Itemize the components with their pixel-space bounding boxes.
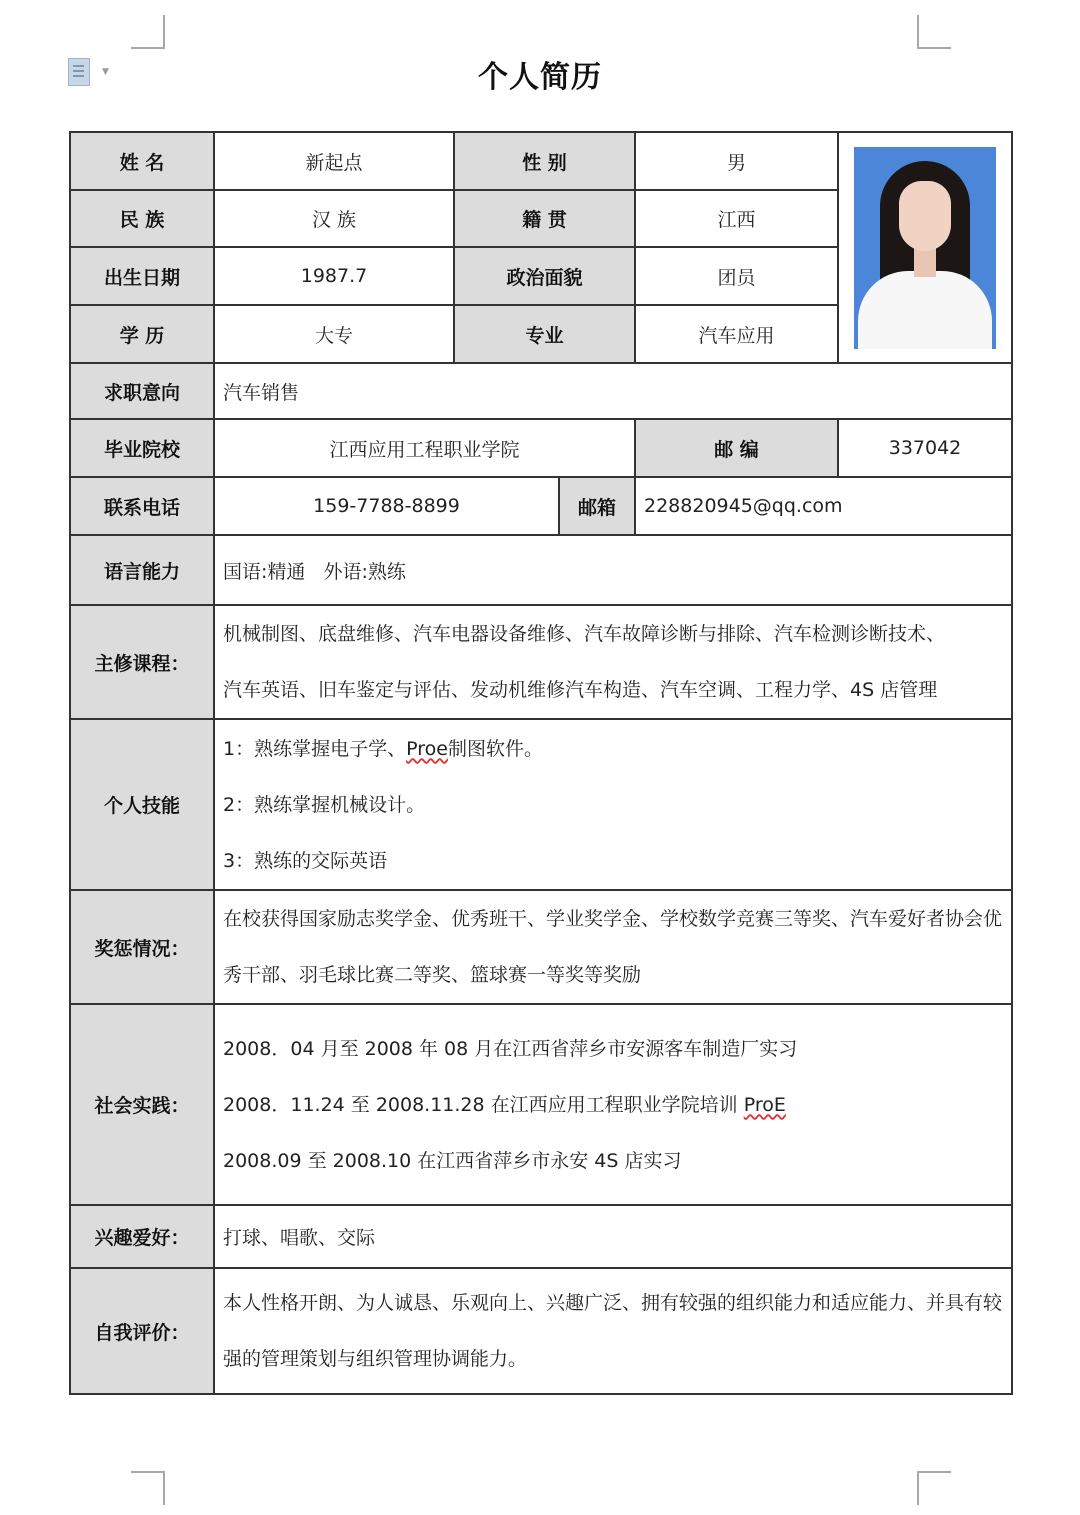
courses-label: 主修课程： bbox=[70, 605, 214, 719]
crop-mark-top-right bbox=[917, 15, 951, 49]
language-label: 语言能力 bbox=[70, 535, 214, 605]
practice-line-1: 2008．04 月至 2008 年 08 月在江西省萍乡市安源客车制造厂实习 bbox=[223, 1037, 798, 1060]
ethnicity-label: 民 族 bbox=[70, 190, 214, 247]
education-value: 大专 bbox=[214, 305, 454, 363]
self-eval-label: 自我评价： bbox=[70, 1268, 214, 1394]
name-value: 新起点 bbox=[214, 132, 454, 190]
email-value: 228820945@qq.com bbox=[635, 477, 1012, 535]
skills-line-1-a: 1：熟练掌握电子学、 bbox=[223, 737, 407, 760]
postcode-value: 337042 bbox=[838, 419, 1012, 477]
practice-line-3: 2008.09 至 2008.10 在江西省萍乡市永安 4S 店实习 bbox=[223, 1149, 682, 1172]
photo-cell bbox=[838, 132, 1012, 363]
skills-line-1-b: Proe bbox=[406, 737, 448, 760]
awards-line-1: 在校获得国家励志奖学金、优秀班干、学业奖学金、学校数学竞赛三等奖、汽车爱好者协会优 bbox=[223, 908, 1003, 930]
gender-value: 男 bbox=[635, 132, 838, 190]
education-label: 学 历 bbox=[70, 305, 214, 363]
skills-line-2: 2：熟练掌握机械设计。 bbox=[223, 793, 426, 816]
name-label: 姓 名 bbox=[70, 132, 214, 190]
politics-value: 团员 bbox=[635, 247, 838, 305]
self-eval-line-1: 本人性格开朗、为人诚恳、乐观向上、兴趣广泛、拥有较强的组织能力和适应能力、并具有较 bbox=[223, 1292, 1003, 1314]
skills-line-1 bbox=[223, 721, 1003, 777]
crop-mark-bottom-left bbox=[131, 1471, 165, 1505]
self-eval-value bbox=[214, 1268, 1012, 1394]
politics-label: 政治面貌 bbox=[454, 247, 635, 305]
practice-line-2-a: 2008．11.24 至 2008.11.28 在江西应用工程职业学院培训 bbox=[223, 1093, 744, 1116]
gender-label: 性 别 bbox=[454, 132, 635, 190]
postcode-label: 邮 编 bbox=[635, 419, 838, 477]
self-eval-line-2: 强的管理策划与组织管理协调能力。 bbox=[223, 1348, 528, 1370]
hobbies-value: 打球、唱歌、交际 bbox=[214, 1205, 1012, 1268]
origin-label: 籍 贯 bbox=[454, 190, 635, 247]
resume-table bbox=[69, 131, 1013, 1395]
major-label: 专业 bbox=[454, 305, 635, 363]
practice-line-2-b: ProE bbox=[743, 1093, 786, 1116]
hobbies-label: 兴趣爱好： bbox=[70, 1205, 214, 1268]
courses-line-2: 汽车英语、旧车鉴定与评估、发动机维修汽车构造、汽车空调、工程力学、4S 店管理 bbox=[223, 679, 938, 701]
ethnicity-value: 汉 族 bbox=[214, 190, 454, 247]
dropdown-arrow-icon[interactable]: ▼ bbox=[102, 67, 109, 77]
skills-value bbox=[214, 719, 1012, 890]
job-intent-value: 汽车销售 bbox=[214, 363, 1012, 419]
skills-line-3: 3：熟练的交际英语 bbox=[223, 849, 388, 872]
courses-value bbox=[214, 605, 1012, 719]
awards-line-2: 秀干部、羽毛球比赛二等奖、篮球赛一等奖等奖励 bbox=[223, 964, 642, 986]
birth-value: 1987.7 bbox=[214, 247, 454, 305]
crop-mark-top-left bbox=[131, 15, 165, 49]
crop-mark-bottom-right bbox=[917, 1471, 951, 1505]
birth-label: 出生日期 bbox=[70, 247, 214, 305]
awards-value bbox=[214, 890, 1012, 1004]
phone-label: 联系电话 bbox=[70, 477, 214, 535]
skills-label: 个人技能 bbox=[70, 719, 214, 890]
practice-label: 社会实践： bbox=[70, 1004, 214, 1205]
major-value: 汽车应用 bbox=[635, 305, 838, 363]
phone-value: 159-7788-8899 bbox=[214, 477, 559, 535]
portrait-photo bbox=[854, 147, 996, 349]
practice-value bbox=[214, 1004, 1012, 1205]
school-label: 毕业院校 bbox=[70, 419, 214, 477]
skills-line-1-c: 制图软件。 bbox=[447, 737, 543, 760]
page-title: 个人简历 bbox=[478, 60, 602, 95]
email-label: 邮箱 bbox=[559, 477, 635, 535]
courses-line-1: 机械制图、底盘维修、汽车电器设备维修、汽车故障诊断与排除、汽车检测诊断技术、 bbox=[223, 623, 946, 645]
awards-label: 奖惩情况： bbox=[70, 890, 214, 1004]
school-value: 江西应用工程职业学院 bbox=[214, 419, 635, 477]
practice-line-2 bbox=[223, 1077, 1003, 1133]
job-intent-label: 求职意向 bbox=[70, 363, 214, 419]
origin-value: 江西 bbox=[635, 190, 838, 247]
language-value: 国语:精通 外语:熟练 bbox=[214, 535, 1012, 605]
